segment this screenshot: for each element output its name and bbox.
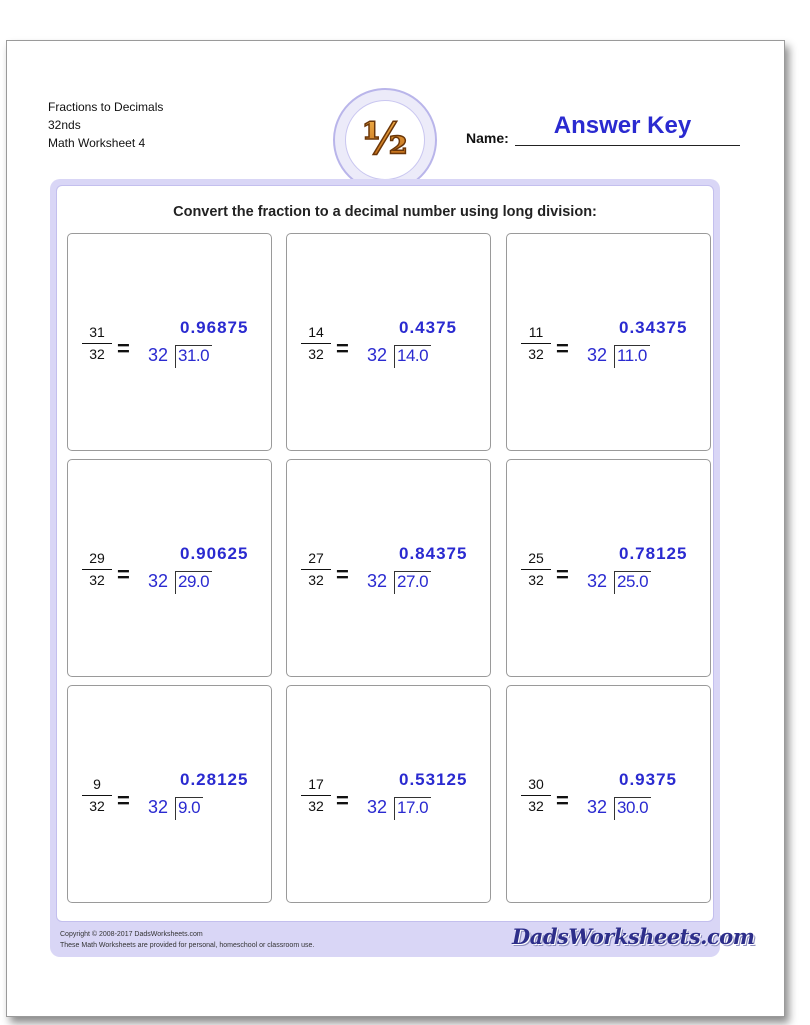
quotient-answer: 0.4375 — [399, 318, 457, 337]
dividend: 11.0 — [617, 346, 647, 365]
fraction-numerator: 31 — [89, 324, 105, 340]
fraction-denominator: 32 — [89, 572, 105, 588]
problem-box — [286, 685, 491, 903]
quotient-answer: 0.34375 — [619, 318, 688, 337]
svg-text:½: ½ — [362, 114, 408, 165]
fraction-bar — [82, 795, 112, 796]
fraction-numerator: 14 — [308, 324, 324, 340]
dividend: 30.0 — [617, 798, 649, 817]
fraction — [521, 324, 551, 363]
fraction — [301, 776, 331, 815]
fraction-numerator: 27 — [308, 550, 324, 566]
fraction-numerator: 9 — [93, 776, 101, 792]
fraction-bar — [82, 569, 112, 570]
division-bracket — [614, 346, 615, 368]
fraction-bar — [301, 569, 331, 570]
logo-badge — [333, 88, 437, 192]
equals-sign: = — [556, 788, 569, 813]
problem-box — [506, 233, 711, 451]
dividend: 9.0 — [178, 798, 201, 817]
divisor: 32 — [367, 345, 388, 365]
fraction-bar — [301, 343, 331, 344]
divisor: 32 — [367, 571, 388, 591]
fraction-numerator: 30 — [528, 776, 544, 792]
footer-copyright — [60, 929, 314, 951]
divisor: 32 — [367, 797, 388, 817]
equals-sign: = — [556, 336, 569, 361]
divisor: 32 — [587, 571, 608, 591]
problem-box — [506, 459, 711, 677]
quotient-answer: 0.90625 — [180, 544, 249, 563]
fraction-numerator: 29 — [89, 550, 105, 566]
fraction — [301, 324, 331, 363]
fraction-bar — [82, 343, 112, 344]
problem-box — [67, 459, 272, 677]
divisor: 32 — [148, 797, 169, 817]
division-bracket — [394, 572, 395, 594]
problem-box — [286, 233, 491, 451]
fraction — [521, 776, 551, 815]
fraction-denominator: 32 — [528, 798, 544, 814]
equals-sign: = — [336, 562, 349, 587]
equals-sign: = — [117, 788, 130, 813]
dividend: 17.0 — [397, 798, 429, 817]
copyright-text: Copyright © 2008-2017 DadsWorksheets.com — [60, 931, 203, 938]
division-bracket — [614, 798, 615, 820]
name-label: Name: — [466, 130, 509, 146]
equals-sign: = — [117, 336, 130, 361]
fraction-denominator: 32 — [308, 798, 324, 814]
fraction-denominator: 32 — [89, 798, 105, 814]
fraction — [521, 550, 551, 589]
equals-sign: = — [336, 788, 349, 813]
problem-box — [67, 233, 272, 451]
division-bracket — [175, 798, 176, 820]
quotient-answer: 0.96875 — [180, 318, 249, 337]
worksheet-title: Fractions to Decimals — [48, 100, 164, 114]
worksheet-info — [48, 98, 163, 152]
quotient-answer: 0.9375 — [619, 770, 677, 789]
fraction — [82, 776, 112, 815]
divisor: 32 — [148, 571, 169, 591]
usage-notice: These Math Worksheets are provided for personal, homeschool or classroom use. — [60, 942, 315, 949]
fraction-numerator: 11 — [528, 324, 544, 340]
fraction — [301, 550, 331, 589]
quotient-answer: 0.53125 — [399, 770, 468, 789]
problem-box — [506, 685, 711, 903]
fraction-denominator: 32 — [528, 346, 544, 362]
division-bracket — [614, 572, 615, 594]
brand-logo: DadsWorksheets.com — [512, 924, 755, 949]
divisor: 32 — [148, 345, 169, 365]
fraction-denominator: 32 — [89, 346, 105, 362]
equals-sign: = — [336, 336, 349, 361]
quotient-answer: 0.78125 — [619, 544, 688, 563]
fraction — [82, 324, 112, 363]
name-line — [515, 145, 740, 146]
divisor: 32 — [587, 797, 608, 817]
instruction-text: Convert the fraction to a decimal number using long division: — [173, 204, 597, 220]
worksheet-number: Math Worksheet 4 — [48, 136, 146, 150]
dividend: 29.0 — [178, 572, 210, 591]
dividend: 14.0 — [397, 346, 429, 365]
quotient-answer: 0.84375 — [399, 544, 468, 563]
equals-sign: = — [556, 562, 569, 587]
answer-key-text: Answer Key — [553, 112, 692, 139]
dividend: 27.0 — [397, 572, 429, 591]
division-bracket — [394, 346, 395, 368]
fraction-denominator: 32 — [528, 572, 544, 588]
fraction-numerator: 17 — [308, 776, 324, 792]
one-half-logo-icon — [335, 90, 435, 190]
fraction-denominator: 32 — [308, 346, 324, 362]
division-bracket — [175, 572, 176, 594]
divisor: 32 — [587, 345, 608, 365]
dividend: 25.0 — [617, 572, 649, 591]
equals-sign: = — [117, 562, 130, 587]
fraction-bar — [521, 795, 551, 796]
dividend: 31.0 — [178, 346, 210, 365]
fraction — [82, 550, 112, 589]
problem-box — [286, 459, 491, 677]
fraction-numerator: 25 — [528, 550, 544, 566]
fraction-bar — [521, 569, 551, 570]
division-bracket — [175, 346, 176, 368]
worksheet-subtitle: 32nds — [48, 118, 81, 132]
fraction-bar — [301, 795, 331, 796]
division-bracket — [394, 798, 395, 820]
fraction-bar — [521, 343, 551, 344]
problem-box — [67, 685, 272, 903]
quotient-answer: 0.28125 — [180, 770, 249, 789]
fraction-denominator: 32 — [308, 572, 324, 588]
